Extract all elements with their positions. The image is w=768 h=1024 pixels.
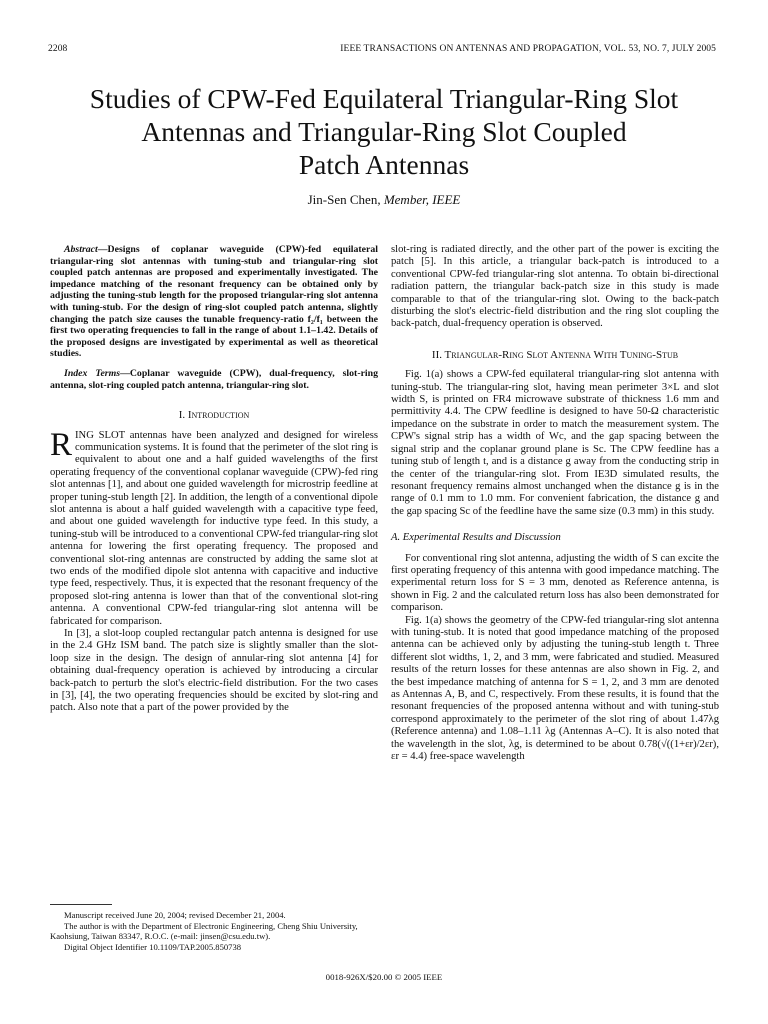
footnote-line: The author is with the Department of Electronic Engineering, Cheng Shiu University, Kaohsiung, Taiwan 83347, R.O.C. (e-mail: jinsen@csu.edu.tw). xyxy=(50,920,358,942)
index-terms-text: —Coplanar waveguide (CPW), dual-frequency, slot-ring antenna, slot-ring coupled patch antenna, triangular-ring slot. xyxy=(50,367,378,391)
section2-paragraph-1: Fig. 1(a) shows a CPW-fed equilateral triangular-ring slot antenna with tuning-stub. The triangular-ring slot, having mean perimeter 3×L and slot width S, is printed on FR4 microwave substrate of thickness 1.6 mm and permittivity 4.4. The CPW feedline is designed to have 50-Ω characteristic impedance on the substrate in order to match the measurement system. The CPW's signal strip has a width of Wc, and the gap spacing between the signal strip and the coplanar ground plane is Sc. The CPW feedline has a tuning stub of length t, and is a distance g away from the conducting strip in the center of the triangular-ring slot. From IE3D simulated results, the resonant frequency remains almost unchanged when the distance g is in the range of 0.1 mm to 1.0 mm. For convenient fabrication, the distance g and the gap spacing Sc of the feedline have the same size (0.3 mm) in this study. xyxy=(391,369,719,517)
right-column xyxy=(391,244,719,763)
footnote-line: Digital Object Identifier 10.1109/TAP.2005.850738 xyxy=(64,941,242,952)
abstract-text: —Designs of coplanar waveguide (CPW)-fed equilateral triangular-ring slot antennas with tuning-stub and triangular-ring slot coupled patch antennas are proposed and experimentally investigated. The impedance matching of the resonant frequency can be obtained only by adjusting the tuning-stub length for the proposed triangular-ring slot antenna with tuning-stub. For the design of ring-slot coupled patch antenna, slightly changing the patch size causes the tunable frequency-ratio f₂/f₁ between the first two operating frequencies to fall in the range of about 1.1–1.42. Details of the proposed designs are investigated by experimental as well as theoretical studies. xyxy=(50,244,378,360)
title-line: Patch Antennas xyxy=(298,149,470,180)
journal-name: IEEE TRANSACTIONS ON ANTENNAS AND PROPAGATION, VOL. 53, NO. 7, JULY 2005 xyxy=(340,44,716,54)
section-heading-triangular-ring: II. Triangular-Ring Slot Antenna With Tuning-Stub xyxy=(431,348,679,361)
title-line: Antennas and Triangular-Ring Slot Coupled xyxy=(141,116,627,147)
author-name: Jin-Sen Chen, xyxy=(307,192,381,207)
author-line xyxy=(0,192,768,208)
title-line: Studies of CPW-Fed Equilateral Triangular-Ring Slot xyxy=(89,83,679,114)
subsection-paragraph-1: For conventional ring slot antenna, adjusting the width of S can excite the first operating frequency of this antenna with good impedance matching. The experimental return loss for S = 3 mm, denoted as Reference antenna, is shown in Fig. 2 and the calculated return loss has also been demonstrated for comparison. xyxy=(391,552,719,614)
footnote-line: Manuscript received June 20, 2004; revised December 21, 2004. xyxy=(64,910,286,920)
intro-paragraph-1 xyxy=(50,426,378,629)
footnotes xyxy=(50,910,378,952)
page-number: 2208 xyxy=(48,44,68,54)
intro-paragraph-3: slot-ring is radiated directly, and the other part of the power is exciting the patch [5]. In this article, a triangular back-patch is introduced to a conventional CPW-fed triangular-ring slot antenna. To obtain bi-directional radiation pattern, the triangular back-patch size in this study is made comparable to that of the triangular-ring slot. Owing to the back-patch disturbing the slot's electric-field distribution and the ring slot coupling the back-patch, dual-frequency operation is observed. xyxy=(391,244,719,330)
intro-paragraph-1-text: ING SLOT antennas have been analyzed and designed for wireless communication systems. It is found that the perimeter of the slot ring is equivalent to about one and a half guided wavelengths of the first operating frequency of the conventional coplanar waveguide (CPW)-fed ring slot antennas [1], and about one guided wavelength for microstrip feedline at proper tuning-stub length [2]. In addition, the length of a conventional dipole slot antenna is about a half guided wavelength with a capacitive type feed, and about one guided wavelength for inductive type feed. In this study, a tuning-stub will be introduced to a conventional CPW-fed triangular-ring slot antenna for lowering the first operating frequency. The proposed and conventional slot-ring antennas are constructed by adding the same slot at two ends of the modified dipole slot antenna with capacitive and inductive type feed, respectively. Thus, it is expected that the resonant frequency of the proposed slot-ring antenna is lower than that of the conventional slot-ring antenna. A conventional CPW-fed triangular-ring slot antenna will be fabricated for comparison. xyxy=(50,429,378,627)
left-column xyxy=(50,244,378,715)
index-terms xyxy=(50,368,378,391)
index-terms-label: Index Terms xyxy=(64,367,121,379)
paper-title xyxy=(40,82,728,181)
subsection-paragraph-2: Fig. 1(a) shows the geometry of the CPW-fed triangular-ring slot antenna with tuning-stub. It is noted that good impedance matching of the proposed antenna can be achieved only by adjusting the tuning-stub length t. Three different slot widths, 1, 2, and 3 mm, were fabricated and studied. Measured results of the return losses for these antennas are also shown in Fig. 2, and the best impedance matching of antenna for S = 1, 2, and 3 mm are denoted as Antennas A, B, and C, respectively. From these results, it is found that the resonant frequencies of the proposed antenna without and with tuning-stub correspond approximately to the perimeter of the slot ring of about 1.47λg (Reference antenna) and 1.08–1.11 λg (Antennas A–C). It is also noted that the wavelength in the slot, λg, is determined to be about 0.78(√((1+εr)/2εr), εr = 4.4) free-space wavelength xyxy=(391,614,719,763)
section-heading-introduction: I. Introduction xyxy=(178,409,250,422)
subsection-heading-experimental: A. Experimental Results and Discussion xyxy=(391,532,561,544)
copyright-footer: 0018-926X/$20.00 © 2005 IEEE xyxy=(325,972,443,982)
drop-cap: R xyxy=(50,426,73,463)
abstract xyxy=(50,244,378,360)
intro-paragraph-2: In [3], a slot-loop coupled rectangular patch antenna is designed for use in the 2.4 GHz ISM band. The patch size is slightly smaller than the slot-loop size in the design. The design of annular-ring slot antenna [4] for obtaining dual-frequency operation is achieved by introducing a circular back-patch to perturb the slot's electric-field distribution. For the two cases in [3], [4], the two operating frequencies should be excited by slot-ring and patch. Also note that a part of the power provided by the xyxy=(50,628,378,714)
abstract-label: Abstract xyxy=(64,244,98,255)
running-header xyxy=(48,44,716,54)
footnote-rule xyxy=(50,904,112,905)
author-membership: Member, IEEE xyxy=(383,192,461,207)
